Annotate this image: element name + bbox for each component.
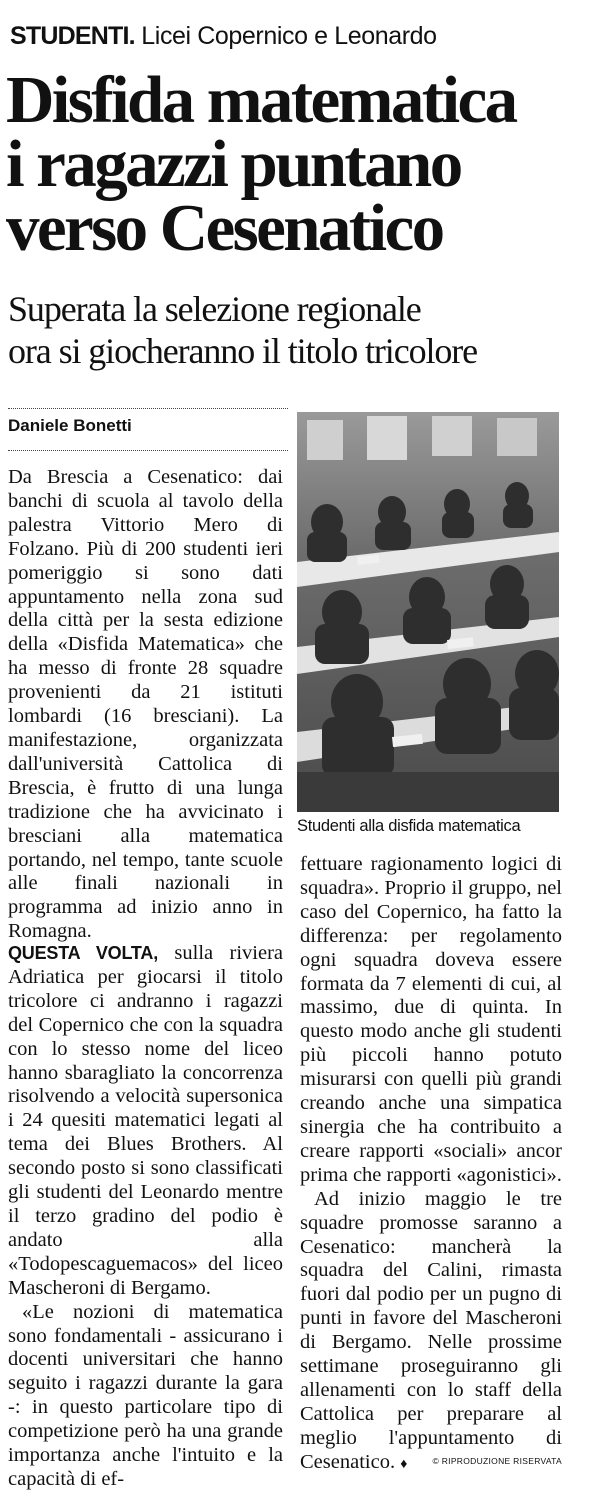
headline-line: Disfida matematica: [6, 63, 516, 137]
paragraph-text: Ad inizio maggio le tre squadre promosse saranno a Cesenatico: mancherà la squadra del Calini, rimasta fuori dal podio per un pugno di punti in favore del Mascheroni di Bergamo. Nelle prossime settimane proseguiranno gli allenamenti con lo staff della Cattolica per preparare al meglio l'appuntamento di Cesenatico.: [300, 1187, 562, 1473]
article-column-2: [8, 942, 283, 1492]
article-column-3: [300, 853, 562, 1477]
subheadline-line: ora si giocheranno il titolo tricolore: [8, 331, 478, 371]
paragraph-text: sulla riviera Adriatica per giocarsi il titolo tricolore ci andranno i ragazzi del Copernico che con la squadra con lo stesso nome del liceo hanno sbaragliato la concorrenza risolvendo a velocità supersonica i 24 quesiti matematici legati al tema dei Blues Brothers. Al secondo posto si sono classificati gli studenti del Leonardo mentre il terzo gradino del podio è andato alla «Todopescaguemacos» del liceo Mascheroni di Bergamo.: [8, 942, 283, 1299]
headline: [6, 63, 596, 265]
divider: [8, 450, 288, 451]
section-label: STUDENTI.: [10, 22, 135, 50]
byline: Daniele Bonetti: [8, 416, 132, 435]
headline-line: verso Cesenatico: [6, 191, 443, 265]
headline-line: i ragazzi puntano: [6, 127, 461, 201]
paragraph: fettuare ragionamento logici di squadra». Proprio il gruppo, nel caso del Copernico, ha fatto la differenza: per regolamento ogni squadra doveva essere formata da 7 elementi di cui, al massimo, due di quinta. In questo modo anche gli studenti più piccoli hanno potuto misurarsi con quelli più grandi creando anche una simpatica sinergia che ha contribuito a creare rapporti «sociali» ancor prima che rapporti «agonistici».: [300, 853, 562, 1186]
subheadline: [8, 288, 598, 372]
paragraph: «Le nozioni di matematica sono fondamentali - assicurano i docenti universitari che hanno seguito i ragazzi durante la gara -: in questo particolare tipo di competizione però ha una grande importanza anche l'intuito e la capacità di ef-: [8, 1300, 283, 1490]
kicker-topic: Licei Copernico e Leonardo: [141, 22, 437, 50]
kicker: [10, 22, 437, 51]
copyright-notice: © RIPRODUZIONE RISERVATA: [432, 1456, 562, 1466]
photo-caption: Studenti alla disfida matematica: [297, 817, 521, 835]
article-column-1: [8, 466, 283, 944]
divider: [8, 408, 288, 409]
subheadline-line: Superata la selezione regionale: [8, 289, 421, 329]
paragraph: [8, 942, 283, 1301]
end-mark-icon: ♦: [400, 1456, 408, 1472]
paragraph: Da Brescia a Cesenatico: dai banchi di scuola al tavolo della palestra Vittorio Mero di Folzano. Più di 200 studenti ieri pomeriggio si sono dati appuntamento nella zona sud della città per la sesta edizione della «Disfida Matematica» che ha messo di fronte 28 squadre provenienti da 21 istituti lombardi (16 bresciani). La manifestazione, organizzata dall'università Cattolica di Brescia, è frutto di una lunga tradizione che ha avvicinato i bresciani alla matematica portando, nel tempo, tante scuole alle finali nazionali in programma ad inizio anno in Romagna.: [8, 466, 283, 943]
paragraph: [300, 1188, 562, 1477]
run-in-lead: QUESTA VOLTA,: [8, 943, 158, 963]
article-photo: [297, 412, 559, 812]
classroom-photo-illustration: [297, 412, 559, 812]
